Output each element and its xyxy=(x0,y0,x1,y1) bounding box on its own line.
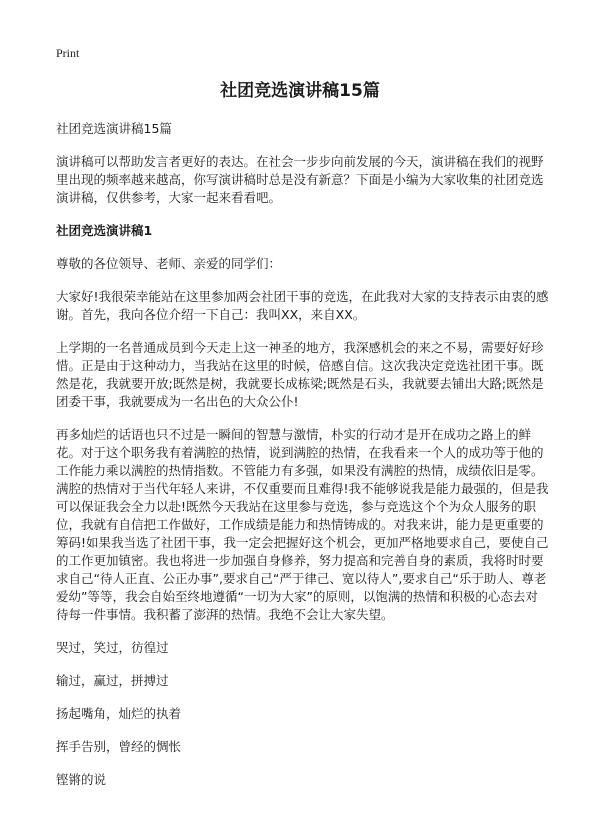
paragraph: 上学期的一名普通成员到今天走上这一神圣的地方，我深感机会的来之不易，需要好好珍惜。正是由于这种动力，当我站在这里的时候，倍感自信。这次我决定竞选社团干事。既然是花，我就要开放;既然是树，我就要长成栋梁;既然是石头，我就要去铺出大路;既然是团委干事，我就要成为一名出色的大众公仆! xyxy=(56,340,544,409)
print-link[interactable]: Print xyxy=(56,46,80,60)
article-body xyxy=(56,120,550,804)
poem-line: 挥手告别，曾经的惆怅 xyxy=(56,739,182,754)
greeting: 尊敬的各位领导、老师、亲爱的同学们： xyxy=(56,256,282,271)
intro-heading: 社团竞选演讲稿15篇 xyxy=(56,121,172,136)
poem-line: 铿锵的说 xyxy=(56,772,107,787)
poem-line: 输过，赢过，拼搏过 xyxy=(56,673,169,688)
paragraph: 大家好!我很荣幸能站在这里参加两会社团干事的竞选，在此我对大家的支持表示由衷的感谢。首先，我向各位介绍一下自己：我叫XX，来自XX。 xyxy=(56,289,549,322)
poem-line: 扬起嘴角，灿烂的执着 xyxy=(56,706,182,721)
page-title: 社团竞选演讲稿15篇 xyxy=(220,81,380,101)
paragraph: 再多灿烂的话语也只不过是一瞬间的智慧与激情，朴实的行动才是开在成功之路上的鲜花。对于这个职务我有着满腔的热情，说到满腔的热情，在我看来一个人的成功等于他的工作能力乘以满腔的热情指数。不管能力有多强，如果没有满腔的热情，成绩依旧是零。满腔的热情对于当代年轻人来讲，不仅重要而且难得!我不能够说我是能力最强的，但是我可以保证我会全力以赴!既然今天我站在这里参与竞选，参与竞选这个个为众人服务的职位，我就有自信把工作做好，工作成绩是能力和热情铸成的。对我来讲，能力是更重要的筹码!如果我当选了社团干事，我一定会把握好这个机会，更加严格地要求自己，要使自己的工作更加镇密。我也将进一步加强自身修养，努力提高和完善自身的素质，我将时时要求自己“待人正直、公正办事”,要求自己“严于律己、宽以待人”,要求自己“乐于助人、尊老爱幼”等等，我会自始至终地遵循“一切为大家”的原则，以饱满的热情和积极的心态去对待每一件事情。我积蓄了澎湃的热情。我绝不会让大家失望。 xyxy=(56,427,549,622)
intro-paragraph: 演讲稿可以帮助发言者更好的表达。在社会一步步向前发展的今天，演讲稿在我们的视野里出现的频率越来越高，你写演讲稿时总是没有新意？下面是小编为大家收集的社团竞选演讲稿，仅供参考，大家一起来看看吧。 xyxy=(56,154,544,205)
poem-line: 哭过，笑过，彷徨过 xyxy=(56,640,169,655)
section-subtitle: 社团竞选演讲稿1 xyxy=(56,223,153,238)
